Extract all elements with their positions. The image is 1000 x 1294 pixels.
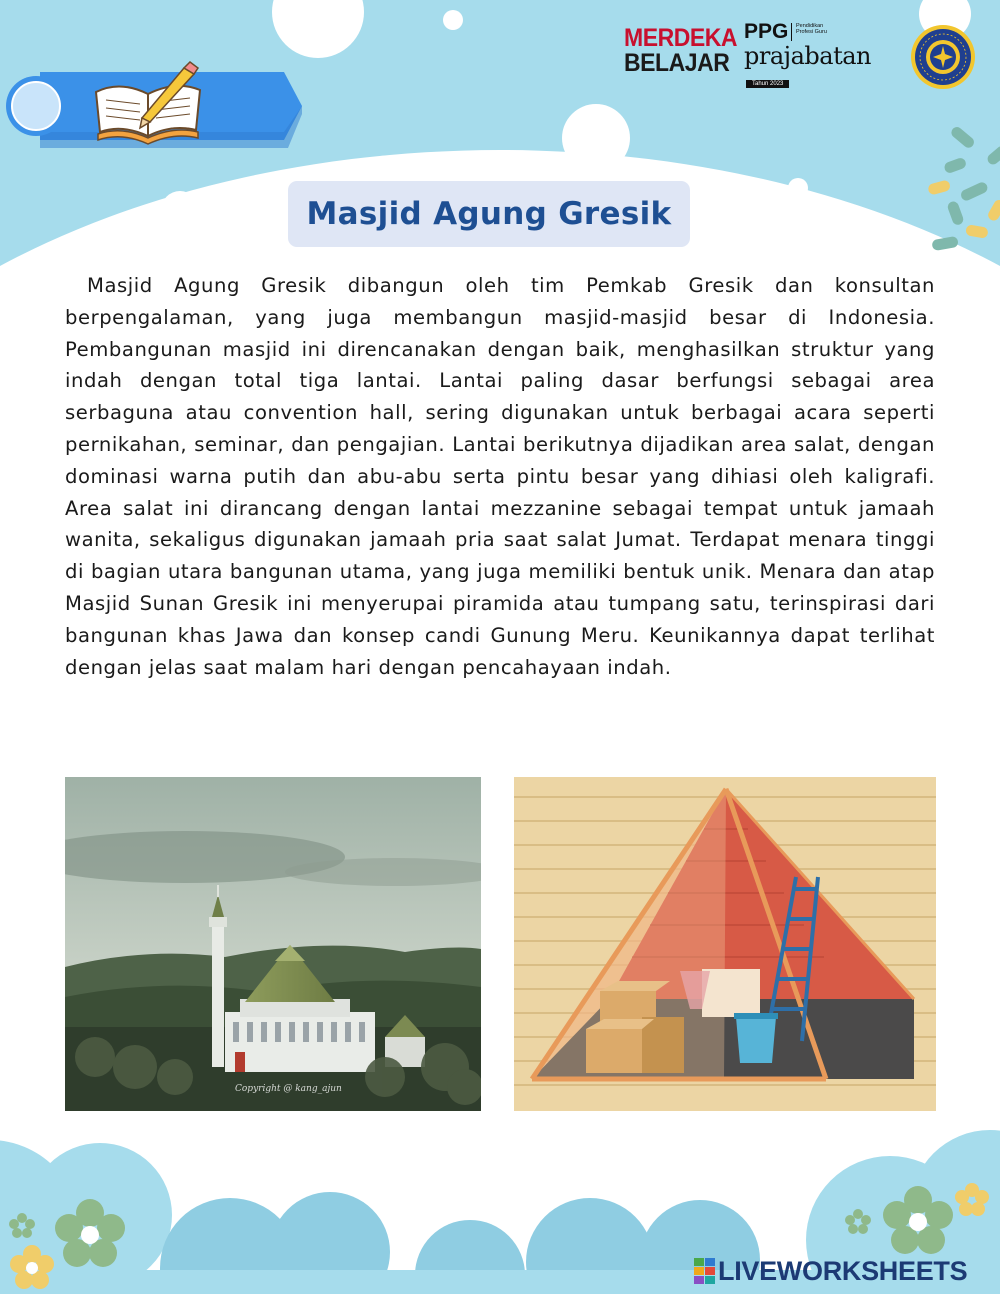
photo-watermark: Copyright @ kang_ajun	[235, 1084, 342, 1094]
body-paragraph: Masjid Agung Gresik dibangun oleh tim Pemkab Gresik dan konsultan berpengalaman, yang juga membangun masjid-masjid besar di Indonesia. Pembangunan masjid ini direncanakan dengan baik, menghasilkan struktur yang indah dengan total tiga lantai. Lantai paling dasar berfungsi sebagai area serbaguna atau convention hall, sering digunakan untuk berbagai acara seperti pernikahan, seminar, dan pengajian. Lantai berikutnya dijadikan area salat, dengan dominasi warna putih dan abu-abu serta pintu besar yang dihiasi oleh kaligrafi. Area salat ini dirancang dengan lantai mezzanine sebagai tempat untuk jamaah wanita, sekaligus digunakan jamaah pria saat salat Jumat. Terdapat menara tinggi di bagian utara bangunan utama, yang juga memiliki bentuk unik. Menara dan atap Masjid Sunan Gresik ini menyerupai piramida atau tumpang satu, terinspirasi dari bangunan khas Jawa dan konsep candi Gunung Meru. Keunikannya dapat terlihat dengan jelas saat malam hari dengan pencahayaan indah.	[65, 274, 935, 679]
pyramid-illustration	[514, 777, 936, 1111]
university-seal-icon	[910, 24, 976, 90]
merdeka-belajar-logo	[624, 24, 738, 77]
ppg-text: PPG	[744, 20, 789, 43]
ppg-separator	[791, 23, 792, 41]
prajabatan-text: prajabatan	[744, 42, 871, 70]
belajar-text: BELAJAR	[624, 49, 730, 77]
ppg-prajabatan-logo	[744, 20, 900, 92]
liveworksheets-icon	[694, 1258, 715, 1284]
ppg-subtitle: Pendidikan Profesi Guru	[796, 23, 827, 35]
ppg-year-badge: Tahun 2023	[746, 80, 789, 88]
title-box	[288, 181, 690, 247]
page-title: Masjid Agung Gresik	[306, 196, 672, 232]
merdeka-text: MERDEKA	[624, 24, 738, 52]
liveworksheets-logo	[694, 1254, 967, 1288]
mosque-photo	[65, 777, 481, 1111]
liveworksheets-text: LIVEWORKSHEETS	[718, 1255, 968, 1286]
